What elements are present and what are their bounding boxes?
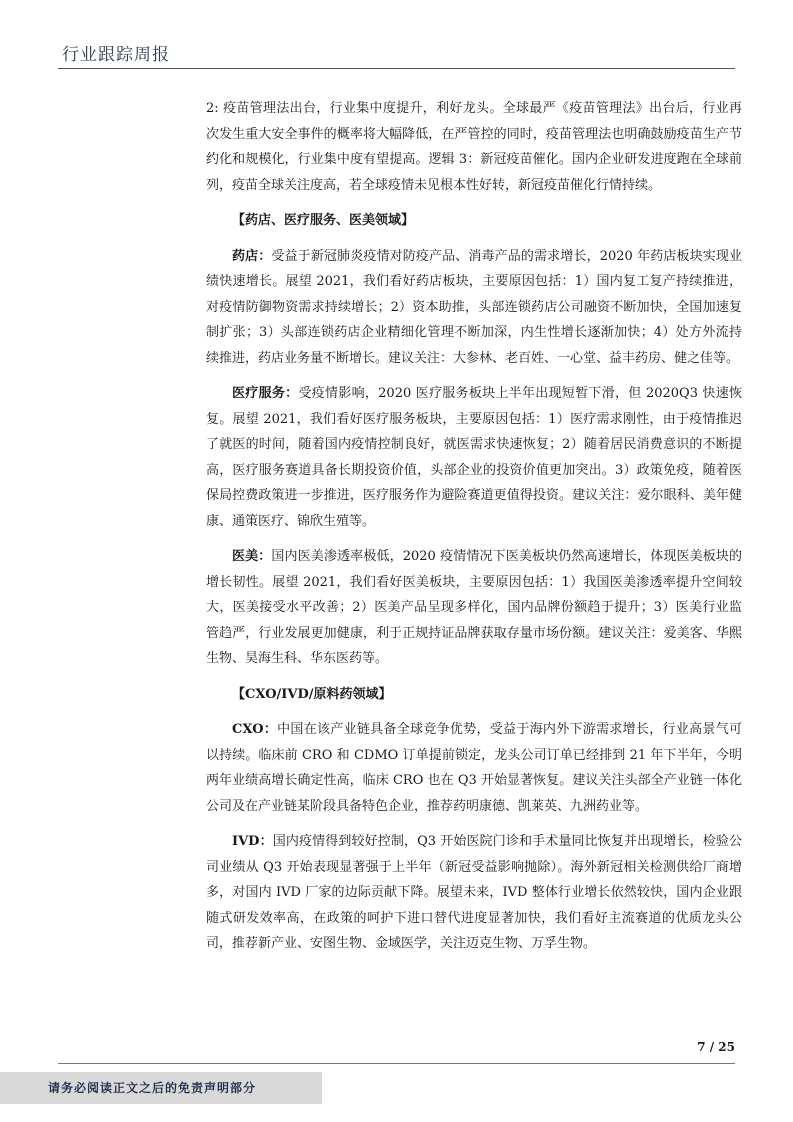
term-pharmacy: 药店： [232, 248, 272, 264]
section-heading-pharmacy-medical: 【药店、医疗服务、医美领域】 [232, 213, 415, 228]
footer-divider [58, 1063, 735, 1064]
medical-aesthetics-text: 国内医美渗透率极低，2020 疫情情况下医美板块仍然高速增长，体现医美板块的增长韧性。展望 2021，我们看好医美板块，主要原因包括：1）我国医美渗透率提升空间较大，医美接受水平改善；2）医美产品呈现多样化，国内品牌份额趋于提升；3）医美行业监管趋严，行业发展更加健康，利于正规持证品牌获取存量市场份额。建议关注：爱美客、华熙生物、昊海生科、华东医药等。 [206, 549, 742, 666]
ivd-text: 国内疫情得到较好控制，Q3 开始医院门诊和手术量同比恢复并出现增长，检验公司业绩从 Q3 开始表现显著强于上半年（新冠受益影响抛除）。海外新冠相关检测供给厂商增多，对国内 IVD 厂家的边际贡献下降。展望未来，IVD 整体行业增长依然较快，国内企业跟随式研发效率高，在政策的呵护下进口替代进度显著加快，我们看好主流赛道的优质龙头公司，推荐新产业、安图生物、金域医学，关注迈克生物、万孚生物。 [206, 834, 742, 951]
cxo-text: 中国在该产业链具备全球竞争优势，受益于海内外下游需求增长，行业高景气可以持续。临床前 CRO 和 CDMO 订单提前锁定，龙头公司订单已经排到 21 年下半年，今明两年业绩高增长确定性高，临床 CRO 也在 Q3 开始显著恢复。建议关注头部全产业链一体化公司及在产业链某阶段具备特色企业，推荐药明康德、凯莱英、九洲药业等。 [206, 722, 742, 814]
term-cxo: CXO： [232, 722, 278, 737]
medical-aesthetics-paragraph [206, 544, 742, 672]
main-content [206, 96, 742, 967]
disclaimer-band [0, 1072, 322, 1104]
pharmacy-paragraph [206, 244, 742, 372]
term-medical-service: 医疗服务： [232, 386, 299, 401]
term-ivd: IVD： [232, 834, 273, 849]
medical-service-paragraph [206, 381, 742, 534]
page-number: 7 / 25 [697, 1040, 735, 1054]
ivd-paragraph [206, 829, 742, 957]
report-title: 行业跟踪周报 [62, 45, 170, 65]
medical-service-text: 受疫情影响，2020 医疗服务板块上半年出现短暂下滑，但 2020Q3 快速恢复。展望 2021，我们看好医疗服务板块，主要原因包括：1）医疗需求刚性，由于疫情推迟了就医的时间，随着国内疫情控制良好，就医需求快速恢复；2）随着居民消费意识的不断提高，医疗服务赛道具备长期投资价值，头部企业的投资价值更加突出。3）政策免疫，随着医保局控费政策进一步推进，医疗服务作为避险赛道更值得投资。建议关注：爱尔眼科、美年健康、通策医疗、锦欣生殖等。 [206, 386, 742, 529]
header-divider [58, 68, 735, 69]
section-heading-cxo-ivd: 【CXO/IVD/原料药领域】 [232, 686, 392, 702]
intro-paragraph: 2: 疫苗管理法出台，行业集中度提升，利好龙头。全球最严《疫苗管理法》出台后，行业再次发生重大安全事件的概率将大幅降低，在严管控的同时，疫苗管理法也明确鼓励疫苗生产节约化和规模化，行业集中度有望提高。逻辑 3：新冠疫苗催化。国内企业研发进度跑在全球前列，疫苗全球关注度高，若全球疫情未见根本性好转，新冠疫苗催化行情持续。 [206, 101, 742, 193]
cxo-paragraph [206, 717, 742, 819]
pharmacy-text: 受益于新冠肺炎疫情对防疫产品、消毒产品的需求增长，2020 年药店板块实现业绩快速增长。展望 2021，我们看好药店板块，主要原因包括：1）国内复工复产持续推进，对疫情防御物资需求持续增长；2）资本助推，头部连锁药店公司融资不断加快，全国加速复制扩张；3）头部连锁药店企业精细化管理不断加深，内生性增长逐渐加快；4）处方外流持续推进，药店业务量不断增长。建议关注：大参林、老百姓、一心堂、益丰药房、健之佳等。 [206, 248, 742, 366]
disclaimer-text: 请务必阅读正文之后的免责声明部分 [48, 1081, 257, 1095]
term-medical-aesthetics: 医美： [232, 549, 272, 564]
